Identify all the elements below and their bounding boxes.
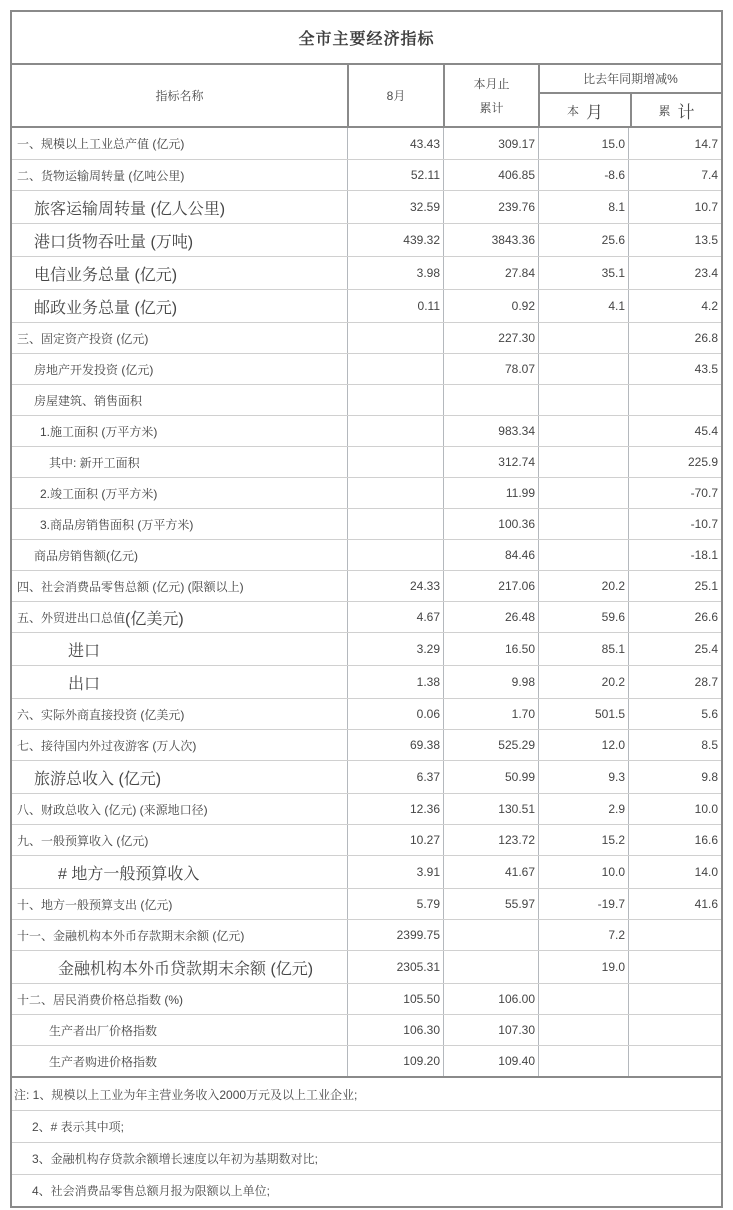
- value-cumulative-cell: 78.07: [443, 354, 538, 384]
- table-row: [12, 384, 721, 415]
- value-yoy-month-cell: [538, 540, 628, 570]
- indicator-name-cell: [12, 416, 347, 446]
- indicator-name-cell: [12, 633, 347, 665]
- value-cumulative-cell: 130.51: [443, 794, 538, 824]
- value-yoy-cumulative-cell: 10.0: [628, 794, 721, 824]
- header-month-to-date-cumulative: [443, 65, 538, 126]
- table-row: [12, 855, 721, 888]
- indicator-name-cell: [12, 984, 347, 1014]
- indicator-label: 七、接待国内外过夜游客 (万人次): [17, 738, 197, 753]
- table-row: [12, 601, 721, 632]
- indicator-name-cell: [12, 1015, 347, 1045]
- table-row: [12, 353, 721, 384]
- value-yoy-cumulative-cell: 26.8: [628, 323, 721, 353]
- indicator-name-cell: [12, 951, 347, 983]
- value-yoy-cumulative-cell: 26.6: [628, 602, 721, 632]
- indicator-name-cell: [12, 447, 347, 477]
- value-yoy-cumulative-cell: 41.6: [628, 889, 721, 919]
- value-august-cell: [347, 385, 443, 415]
- value-cumulative-cell: 106.00: [443, 984, 538, 1014]
- indicator-name-cell: [12, 794, 347, 824]
- value-yoy-month-cell: 15.2: [538, 825, 628, 855]
- page-title: 全市主要经济指标: [298, 31, 435, 48]
- table-row: [12, 793, 721, 824]
- value-cumulative-cell: 309.17: [443, 128, 538, 159]
- table-row: [12, 159, 721, 190]
- indicator-name-cell: [12, 920, 347, 950]
- value-august-cell: 109.20: [347, 1046, 443, 1076]
- indicator-label: 十、地方一般预算支出 (亿元): [17, 897, 173, 912]
- indicator-label: 六、实际外商直接投资 (亿美元): [17, 707, 185, 722]
- value-august-cell: [347, 478, 443, 508]
- table-row: [12, 289, 721, 322]
- value-cumulative-cell: 217.06: [443, 571, 538, 601]
- value-yoy-month-cell: 59.6: [538, 602, 628, 632]
- value-yoy-cumulative-cell: 25.4: [628, 633, 721, 665]
- table-row: [12, 888, 721, 919]
- value-august-cell: [347, 509, 443, 539]
- value-cumulative-cell: [443, 920, 538, 950]
- table-row: [12, 760, 721, 793]
- value-yoy-cumulative-cell: 43.5: [628, 354, 721, 384]
- value-cumulative-cell: 50.99: [443, 761, 538, 793]
- value-yoy-cumulative-cell: 10.7: [628, 191, 721, 223]
- value-cumulative-cell: 0.92: [443, 290, 538, 322]
- indicator-label: 房地产开发投资 (亿元): [34, 362, 154, 377]
- value-august-cell: [347, 416, 443, 446]
- value-yoy-cumulative-cell: 14.0: [628, 856, 721, 888]
- value-cumulative-cell: 11.99: [443, 478, 538, 508]
- value-yoy-month-cell: [538, 447, 628, 477]
- value-yoy-month-cell: 8.1: [538, 191, 628, 223]
- indicator-label: 生产者出厂价格指数: [49, 1023, 158, 1038]
- value-cumulative-cell: 16.50: [443, 633, 538, 665]
- indicator-label: 八、财政总收入 (亿元) (来源地口径): [17, 802, 208, 817]
- value-yoy-cumulative-cell: 5.6: [628, 699, 721, 729]
- value-august-cell: 4.67: [347, 602, 443, 632]
- value-cumulative-cell: 84.46: [443, 540, 538, 570]
- value-cumulative-cell: 9.98: [443, 666, 538, 698]
- header-month-to-date-line1: 本月止: [473, 77, 510, 91]
- indicator-label: 旅游总收入 (亿元): [34, 770, 162, 788]
- table-row: [12, 128, 721, 159]
- value-august-cell: 2399.75: [347, 920, 443, 950]
- indicator-label: 一、规模以上工业总产值 (亿元): [17, 137, 185, 151]
- value-yoy-month-cell: 35.1: [538, 257, 628, 289]
- indicator-name-cell: [12, 730, 347, 760]
- value-yoy-month-cell: 4.1: [538, 290, 628, 322]
- value-yoy-month-cell: [538, 354, 628, 384]
- table-body: [12, 128, 721, 1076]
- table-row: [12, 824, 721, 855]
- indicator-label: 1.施工面积 (万平方米): [40, 424, 158, 439]
- value-yoy-month-cell: [538, 1046, 628, 1076]
- value-yoy-cumulative-cell: 13.5: [628, 224, 721, 256]
- table-row: [12, 223, 721, 256]
- value-august-cell: 10.27: [347, 825, 443, 855]
- header-august: 8月: [347, 65, 443, 126]
- value-august-cell: 105.50: [347, 984, 443, 1014]
- table-row: [12, 256, 721, 289]
- value-yoy-month-cell: 85.1: [538, 633, 628, 665]
- table-row: [12, 919, 721, 950]
- indicator-label: 邮政业务总量 (亿元): [34, 299, 178, 317]
- table-row: [12, 446, 721, 477]
- indicator-name-cell: [12, 540, 347, 570]
- table-row: [12, 415, 721, 446]
- indicator-label: 九、一般预算收入 (亿元): [17, 833, 149, 848]
- note-row: 3、金融机构存贷款余额增长速度以年初为基期数对比;: [12, 1142, 721, 1174]
- indicator-label: 商品房销售额(亿元): [34, 548, 138, 563]
- value-yoy-month-cell: 9.3: [538, 761, 628, 793]
- indicator-label: 十二、居民消费价格总指数 (%): [17, 992, 183, 1007]
- indicator-label: 3.商品房销售面积 (万平方米): [40, 517, 194, 532]
- value-yoy-cumulative-cell: 4.2: [628, 290, 721, 322]
- value-august-cell: 3.98: [347, 257, 443, 289]
- value-yoy-cumulative-cell: 16.6: [628, 825, 721, 855]
- table-row: [12, 983, 721, 1014]
- indicator-name-cell: [12, 602, 347, 632]
- value-yoy-month-cell: [538, 984, 628, 1014]
- indicator-label: 旅客运输周转量 (亿人公里): [34, 200, 226, 218]
- indicator-name-cell: [12, 509, 347, 539]
- indicator-name-cell: [12, 160, 347, 190]
- indicator-name-cell: [12, 478, 347, 508]
- value-yoy-cumulative-cell: -70.7: [628, 478, 721, 508]
- value-cumulative-cell: [443, 385, 538, 415]
- header-month-to-date-line2: 累计: [479, 101, 504, 115]
- value-august-cell: 24.33: [347, 571, 443, 601]
- value-yoy-month-cell: [538, 1015, 628, 1045]
- table-row: [12, 632, 721, 665]
- header-yoy-change: 比去年同期增减%: [583, 72, 678, 86]
- value-cumulative-cell: 107.30: [443, 1015, 538, 1045]
- header-yoy-subcolumns: [540, 92, 721, 126]
- value-yoy-cumulative-cell: [628, 920, 721, 950]
- indicator-label: 二、货物运输周转量 (亿吨公里): [17, 168, 185, 183]
- value-cumulative-cell: 27.84: [443, 257, 538, 289]
- value-yoy-month-cell: 20.2: [538, 666, 628, 698]
- value-yoy-cumulative-cell: 225.9: [628, 447, 721, 477]
- value-cumulative-cell: 3843.36: [443, 224, 538, 256]
- indicator-label: 出口: [68, 675, 101, 693]
- value-august-cell: 3.91: [347, 856, 443, 888]
- header-yoy-group: [538, 65, 721, 126]
- value-yoy-cumulative-cell: 14.7: [628, 128, 721, 159]
- header-yoy-this-month: 本 月: [566, 102, 603, 122]
- table-row: [12, 190, 721, 223]
- table-row: [12, 665, 721, 698]
- value-cumulative-cell: 55.97: [443, 889, 538, 919]
- value-yoy-cumulative-cell: [628, 1046, 721, 1076]
- value-yoy-cumulative-cell: 45.4: [628, 416, 721, 446]
- value-yoy-month-cell: [538, 323, 628, 353]
- value-august-cell: 1.38: [347, 666, 443, 698]
- indicator-name-cell: [12, 257, 347, 289]
- value-cumulative-cell: [443, 951, 538, 983]
- header-indicator-name: 指标名称: [155, 89, 204, 103]
- value-yoy-cumulative-cell: 9.8: [628, 761, 721, 793]
- title-row: [12, 12, 721, 65]
- value-yoy-month-cell: [538, 478, 628, 508]
- economic-indicators-table: [10, 10, 723, 1208]
- value-yoy-month-cell: [538, 416, 628, 446]
- indicator-name-cell: [12, 128, 347, 159]
- value-yoy-cumulative-cell: 28.7: [628, 666, 721, 698]
- note-row: 2、# 表示其中项;: [12, 1110, 721, 1142]
- value-yoy-cumulative-cell: [628, 1015, 721, 1045]
- value-august-cell: 2305.31: [347, 951, 443, 983]
- value-august-cell: 52.11: [347, 160, 443, 190]
- value-cumulative-cell: 983.34: [443, 416, 538, 446]
- value-august-cell: [347, 323, 443, 353]
- indicator-label: 其中: 新开工面积: [49, 455, 140, 470]
- value-cumulative-cell: 312.74: [443, 447, 538, 477]
- header-yoy-cumulative: 累 计: [630, 94, 721, 126]
- value-cumulative-cell: 41.67: [443, 856, 538, 888]
- table-header: [12, 65, 721, 128]
- value-yoy-month-cell: 501.5: [538, 699, 628, 729]
- indicator-name-cell: [12, 290, 347, 322]
- note-row: 注: 1、规模以上工业为年主营业务收入2000万元及以上工业企业;: [14, 1087, 358, 1102]
- indicator-label: 金融机构本外币贷款期末余额 (亿元): [58, 960, 314, 978]
- indicator-label: 四、社会消费品零售总额 (亿元) (限额以上): [17, 579, 244, 594]
- value-yoy-month-cell: 20.2: [538, 571, 628, 601]
- value-yoy-month-cell: 10.0: [538, 856, 628, 888]
- value-yoy-month-cell: [538, 509, 628, 539]
- indicator-name-cell: [12, 889, 347, 919]
- table-row: [12, 1045, 721, 1076]
- indicator-name-cell: [12, 825, 347, 855]
- value-yoy-month-cell: 19.0: [538, 951, 628, 983]
- value-yoy-cumulative-cell: [628, 984, 721, 1014]
- table-row: [12, 477, 721, 508]
- indicator-name-cell: [12, 571, 347, 601]
- value-yoy-cumulative-cell: -10.7: [628, 509, 721, 539]
- value-yoy-month-cell: [538, 385, 628, 415]
- value-cumulative-cell: 109.40: [443, 1046, 538, 1076]
- indicator-label: 2.竣工面积 (万平方米): [40, 486, 158, 501]
- value-august-cell: [347, 354, 443, 384]
- value-yoy-cumulative-cell: -18.1: [628, 540, 721, 570]
- value-yoy-month-cell: 12.0: [538, 730, 628, 760]
- value-august-cell: 6.37: [347, 761, 443, 793]
- value-yoy-cumulative-cell: 23.4: [628, 257, 721, 289]
- value-august-cell: 0.11: [347, 290, 443, 322]
- value-august-cell: 69.38: [347, 730, 443, 760]
- indicator-label: 生产者购进价格指数: [49, 1054, 158, 1069]
- table-row: [12, 539, 721, 570]
- indicator-label: 电信业务总量 (亿元): [34, 266, 178, 284]
- indicator-label: # 地方一般预算收入: [58, 865, 200, 883]
- value-cumulative-cell: 26.48: [443, 602, 538, 632]
- value-cumulative-cell: 1.70: [443, 699, 538, 729]
- value-august-cell: [347, 447, 443, 477]
- indicator-name-cell: [12, 761, 347, 793]
- value-august-cell: 106.30: [347, 1015, 443, 1045]
- table-row: [12, 950, 721, 983]
- value-yoy-month-cell: 2.9: [538, 794, 628, 824]
- value-august-cell: [347, 540, 443, 570]
- table-row: [12, 570, 721, 601]
- table-row: [12, 1014, 721, 1045]
- value-yoy-cumulative-cell: 25.1: [628, 571, 721, 601]
- value-cumulative-cell: 525.29: [443, 730, 538, 760]
- indicator-name-cell: [12, 666, 347, 698]
- indicator-label: 三、固定资产投资 (亿元): [17, 331, 149, 346]
- indicator-name-cell: [12, 323, 347, 353]
- indicator-name-cell: [12, 1046, 347, 1076]
- value-august-cell: 43.43: [347, 128, 443, 159]
- value-august-cell: 5.79: [347, 889, 443, 919]
- indicator-label: 十一、金融机构本外币存款期末余额 (亿元): [17, 928, 245, 943]
- value-yoy-month-cell: -8.6: [538, 160, 628, 190]
- value-yoy-cumulative-cell: [628, 385, 721, 415]
- value-cumulative-cell: 227.30: [443, 323, 538, 353]
- table-row: [12, 322, 721, 353]
- indicator-name-cell: [12, 224, 347, 256]
- indicator-name-cell: [12, 354, 347, 384]
- value-cumulative-cell: 100.36: [443, 509, 538, 539]
- table-row: [12, 698, 721, 729]
- value-cumulative-cell: 406.85: [443, 160, 538, 190]
- value-august-cell: 439.32: [347, 224, 443, 256]
- value-august-cell: 12.36: [347, 794, 443, 824]
- value-yoy-cumulative-cell: 8.5: [628, 730, 721, 760]
- value-august-cell: 0.06: [347, 699, 443, 729]
- indicator-label: 五、外贸进出口总值: [17, 610, 126, 625]
- value-yoy-month-cell: 25.6: [538, 224, 628, 256]
- table-row: [12, 729, 721, 760]
- indicator-label: 进口: [68, 642, 101, 660]
- value-august-cell: 3.29: [347, 633, 443, 665]
- value-yoy-month-cell: -19.7: [538, 889, 628, 919]
- value-august-cell: 32.59: [347, 191, 443, 223]
- indicator-name-cell: [12, 385, 347, 415]
- value-yoy-month-cell: 7.2: [538, 920, 628, 950]
- indicator-label-unit: (亿美元): [125, 610, 184, 628]
- value-yoy-cumulative-cell: [628, 951, 721, 983]
- note-row: 4、社会消费品零售总额月报为限额以上单位;: [12, 1174, 721, 1206]
- table-row: [12, 508, 721, 539]
- value-cumulative-cell: 123.72: [443, 825, 538, 855]
- indicator-name-cell: [12, 856, 347, 888]
- indicator-label: 港口货物吞吐量 (万吨): [34, 233, 194, 251]
- table-notes: [12, 1076, 721, 1206]
- indicator-name-cell: [12, 191, 347, 223]
- value-cumulative-cell: 239.76: [443, 191, 538, 223]
- value-yoy-cumulative-cell: 7.4: [628, 160, 721, 190]
- indicator-label: 房屋建筑、销售面积: [34, 393, 143, 408]
- value-yoy-month-cell: 15.0: [538, 128, 628, 159]
- indicator-name-cell: [12, 699, 347, 729]
